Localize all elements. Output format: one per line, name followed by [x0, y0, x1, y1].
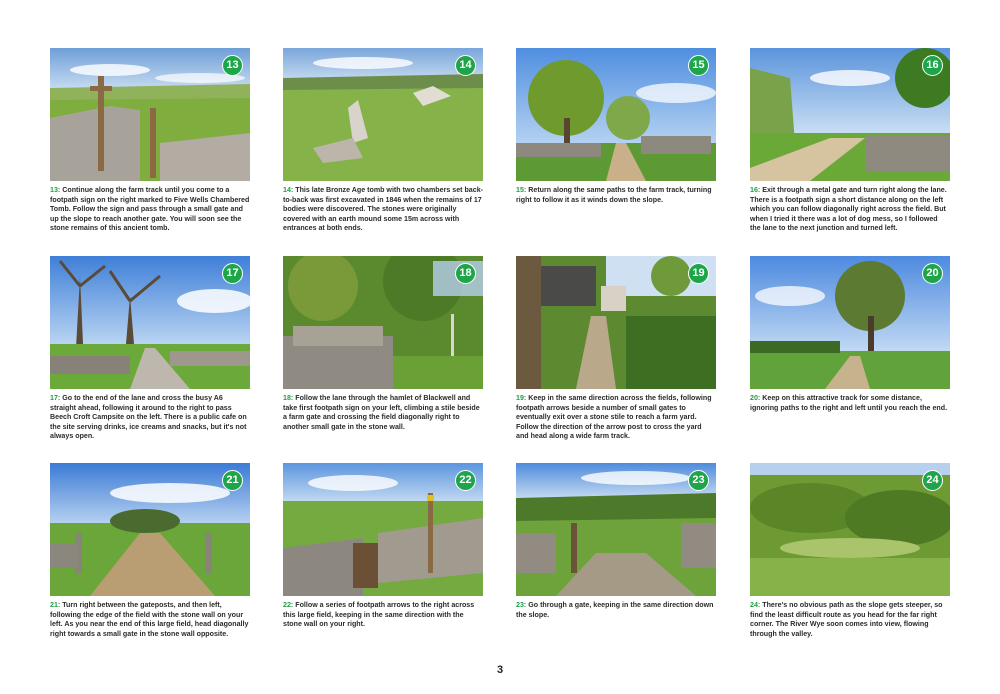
step-number-badge: 22	[455, 470, 476, 491]
step-number-badge: 19	[688, 263, 709, 284]
step-label: 15:	[516, 186, 527, 194]
step-caption	[750, 186, 950, 234]
step-photo	[516, 48, 716, 181]
step-text: Exit through a metal gate and turn right along the lane. There is a footpath sign a short distance along on the left which you can follow diagonally right across the field. But when I tried it there was a lot of dog mess, so I followed the lane to the next junction and turned left.	[750, 186, 947, 233]
step-text: This late Bronze Age tomb with two chambers set back-to-back was first excavated in 1846 when the remains of 17 bodies were discovered. The stones were originally covered with an earth mound some 15m across with entrances at both ends.	[283, 186, 484, 233]
step-text: Go to the end of the lane and cross the busy A6 straight ahead, following it around to the right to pass Beech Croft Campsite on the left. There is a public cafe on the site serving drinks, ice creams and snacks, but it's not always open.	[50, 394, 247, 441]
step-number-badge: 15	[688, 55, 709, 76]
step-label: 21:	[50, 601, 61, 609]
step-photo	[516, 463, 716, 596]
step-photo	[283, 256, 483, 389]
step-number-badge: 20	[922, 263, 943, 284]
step-photo	[50, 463, 250, 596]
step-caption	[50, 186, 250, 234]
step-caption	[750, 394, 950, 413]
step-text: Follow the lane through the hamlet of Blackwell and take first footpath sign on your left, climbing a stile beside a farm gate and crossing the field diagonally right to another small gate in the stone wall.	[283, 394, 480, 431]
step-photo	[50, 48, 250, 181]
step-number-badge: 23	[688, 470, 709, 491]
page-number: 3	[496, 664, 504, 676]
step-text: Go through a gate, keeping in the same direction down the slope.	[516, 601, 714, 619]
step-text: There's no obvious path as the slope gets steeper, so find the least difficult route as you head for the far right corner. The River Wye soon comes into view, flowing through the valley.	[750, 601, 943, 638]
step-label: 13:	[50, 186, 61, 194]
step-caption	[283, 601, 483, 630]
step-number-badge: 24	[922, 470, 943, 491]
step-photo	[50, 256, 250, 389]
step-number-badge: 16	[922, 55, 943, 76]
step-photo	[283, 463, 483, 596]
step-caption	[50, 601, 250, 639]
step-text: Keep in the same direction across the fields, following footpath arrows beside a number of small gates to eventually exit over a stone stile to reach a farm yard. Follow the direction of the arrow post to cross the yard and head along a wide farm track.	[516, 394, 712, 441]
step-text: Continue along the farm track until you come to a footpath sign on the right marked to Five Wells Chambered Tomb. Follow the sign and pass through a small gate and up the slope to reach another gate. You will soon see the stone remains of this ancient tomb.	[50, 186, 250, 233]
step-photo	[516, 256, 716, 389]
step-caption	[750, 601, 950, 639]
step-text: Return along the same paths to the farm track, turning right to follow it as it winds down the slope.	[516, 186, 712, 204]
step-label: 23:	[516, 601, 527, 609]
step-photo	[750, 48, 950, 181]
step-label: 14:	[283, 186, 294, 194]
step-number-badge: 14	[455, 55, 476, 76]
step-caption	[516, 394, 716, 442]
step-label: 19:	[516, 394, 527, 402]
step-label: 17:	[50, 394, 61, 402]
step-text: Keep on this attractive track for some distance, ignoring paths to the right and left until you reach the end.	[750, 394, 948, 412]
step-caption	[516, 186, 716, 205]
step-number-badge: 21	[222, 470, 243, 491]
step-label: 22:	[283, 601, 294, 609]
step-number-badge: 18	[455, 263, 476, 284]
step-label: 16:	[750, 186, 761, 194]
step-photo	[750, 256, 950, 389]
step-photo	[283, 48, 483, 181]
step-caption	[283, 186, 483, 234]
step-label: 18:	[283, 394, 294, 402]
step-number-badge: 13	[222, 55, 243, 76]
step-caption	[50, 394, 250, 442]
step-text: Turn right between the gateposts, and then left, following the edge of the field with the stone wall on your left. As you near the end of this large field, head diagonally right towards a small gate in the stone wall opposite.	[50, 601, 249, 638]
step-number-badge: 17	[222, 263, 243, 284]
step-caption	[283, 394, 483, 432]
step-text: Follow a series of footpath arrows to the right across this large field, keeping in the same direction with the stone wall on your right.	[283, 601, 475, 629]
step-label: 24:	[750, 601, 761, 609]
step-caption	[516, 601, 716, 620]
step-label: 20:	[750, 394, 761, 402]
step-photo	[750, 463, 950, 596]
